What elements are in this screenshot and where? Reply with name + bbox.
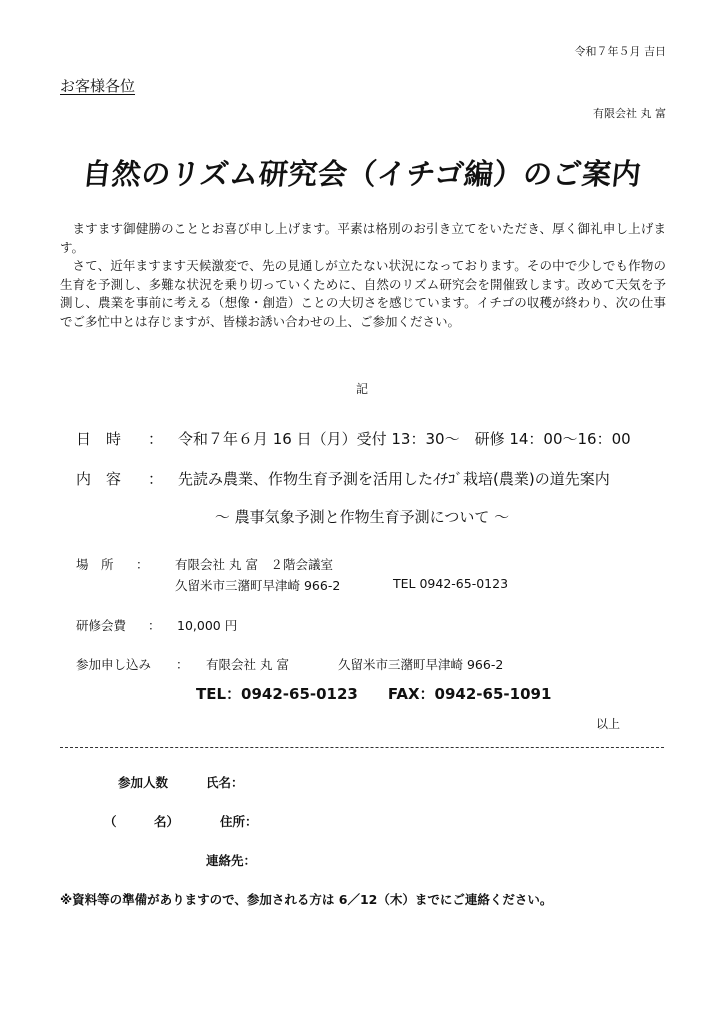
greeting-paragraph: ますます御健勝のこととお喜び申し上げます。平素は格別のお引き立てをいただき、厚く御礼申し上げます。 — [60, 221, 666, 255]
body-text — [60, 220, 666, 331]
datetime-label: 日 時 — [76, 430, 122, 448]
place-tel: TEL 0942-65-0123 — [393, 576, 509, 591]
participant-count-label: 参加人数 — [118, 775, 169, 790]
name-label: 氏名： — [206, 775, 244, 790]
closing-ijo: 以上 — [595, 717, 620, 731]
datetime-value: 令和７年６月 16 日（月）受付 13：30～ 研修 14：00～16：00 — [178, 430, 631, 448]
apply-address: 久留米市三潴町早津崎 966-2 — [338, 657, 504, 672]
content-label: 内 容 — [76, 470, 122, 488]
participant-count-field: （ 名） — [104, 814, 180, 829]
fee-label: 研修会費 — [76, 618, 127, 633]
place-line1: 有限会社 丸 富 ２階会議室 — [175, 557, 333, 572]
cut-line — [60, 747, 664, 748]
purpose-paragraph: さて、近年ますます天候激変で、先の見通しが立たない状況になっております。その中で少しでも作物の生育を予測し、多難な状況を乗り切っていくために、自然のリズム研究会を開催致します。改めて天気を予測し、農業を事前に考える（想像・創造）ことの大切さを感じています。イチゴの収穫が終わり、次の仕事でご多忙中とは存じますが、皆様お誘い合わせの上、ご参加ください。 — [60, 258, 666, 329]
fee-value: 10,000 円 — [177, 618, 238, 633]
content-colon: ： — [148, 470, 164, 488]
fee-colon: ： — [148, 618, 161, 633]
sender-company: 有限会社 丸 富 — [593, 107, 666, 120]
content-value: 先読み農業、作物生育予測を活用したｲﾁｺﾞ栽培(農業)の道先案内 — [178, 470, 610, 488]
datetime-colon: ： — [148, 430, 164, 448]
addressee: お客様各位 — [60, 77, 136, 95]
ki-marker: 記 — [355, 382, 368, 396]
place-address: 久留米市三潴町早津崎 966-2 — [175, 578, 341, 593]
tel-fax: TEL：0942-65-0123 FAX：0942-65-1091 — [196, 685, 552, 703]
document-title: 自然のリズム研究会（イチゴ編）のご案内 — [80, 157, 644, 191]
apply-colon: ： — [176, 657, 189, 672]
content-subtitle: ～ 農事気象予測と作物生育予測について ～ — [214, 508, 510, 526]
address-label: 住所： — [220, 814, 258, 829]
apply-company: 有限会社 丸 富 — [206, 657, 289, 672]
place-label: 場 所 — [76, 557, 114, 572]
deadline-note: ※資料等の準備がありますので、参加される方は 6／12（木）までにご連絡ください。 — [60, 892, 553, 907]
apply-label: 参加申し込み — [76, 657, 152, 672]
issue-date: 令和７年５月 吉日 — [574, 45, 666, 58]
contact-label: 連絡先： — [206, 853, 257, 868]
place-colon: ： — [136, 557, 149, 572]
